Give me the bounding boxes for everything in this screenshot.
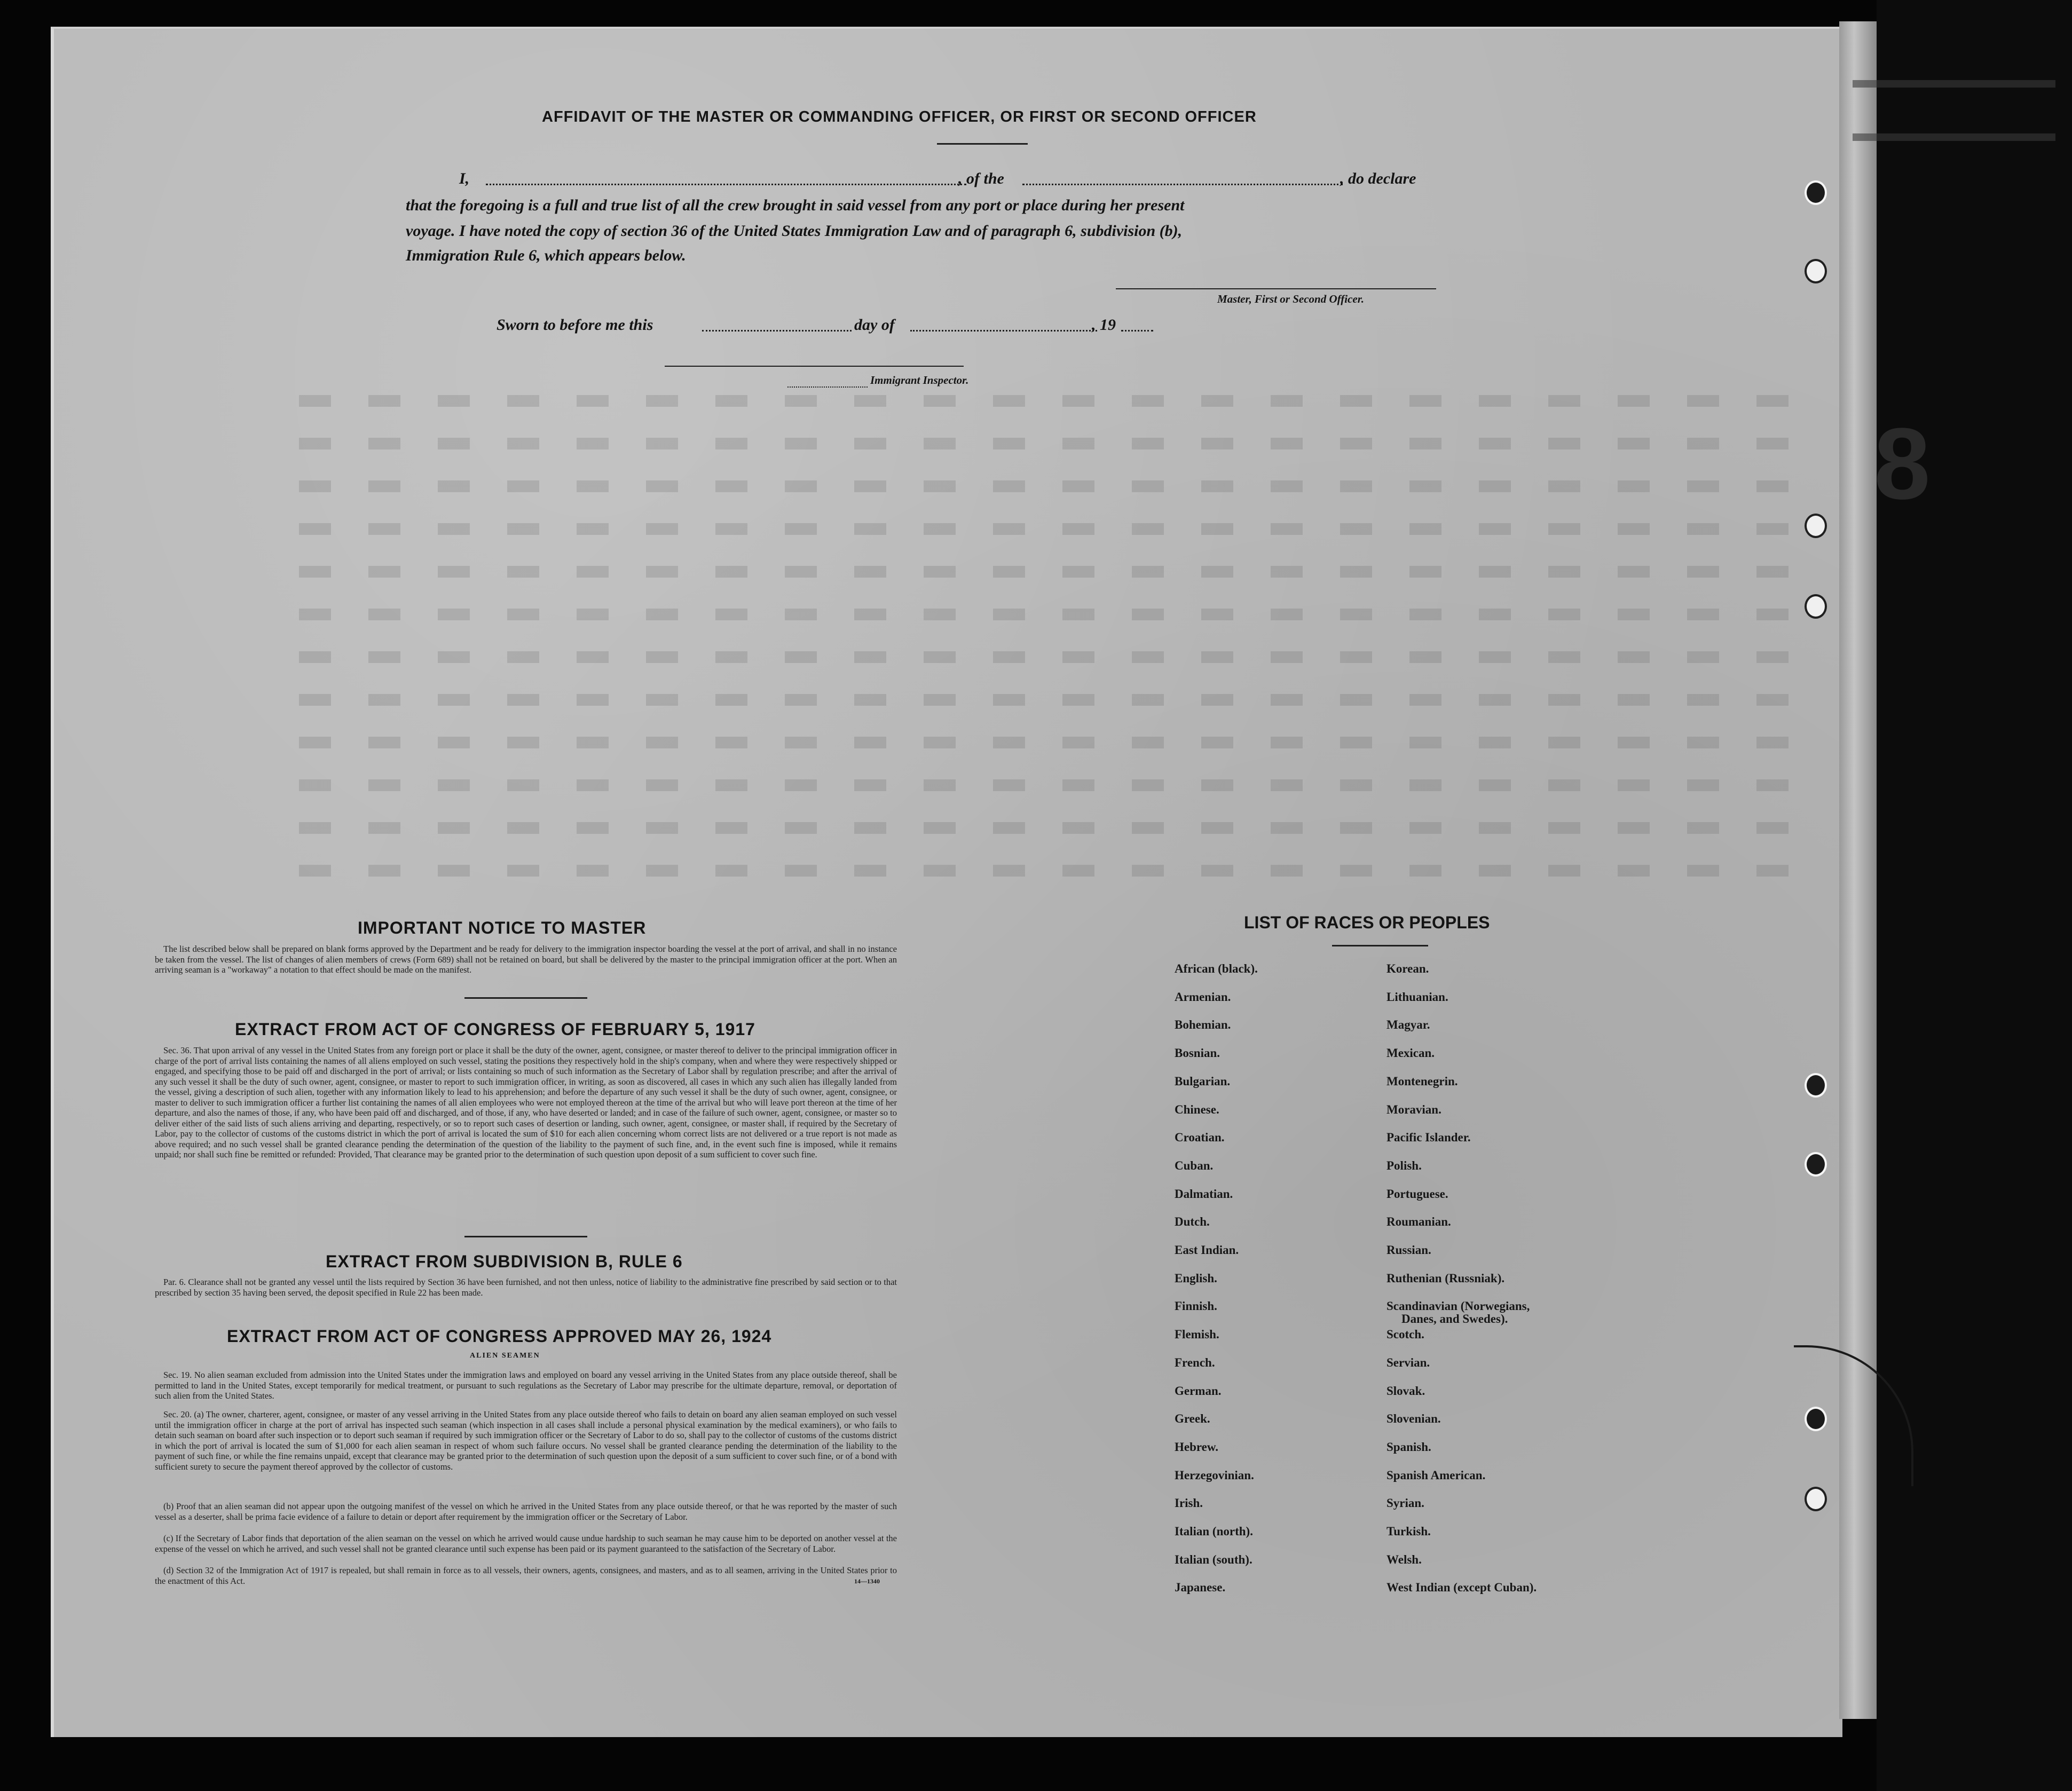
alien-seamen-subtitle: ALIEN SEAMEN xyxy=(470,1352,540,1360)
notice-title: IMPORTANT NOTICE TO MASTER xyxy=(358,918,647,937)
race-item: Armenian. xyxy=(1175,990,1231,1004)
race-item: Cuban. xyxy=(1175,1158,1214,1172)
race-item: Korean. xyxy=(1386,962,1429,975)
affidavit-declare: , do declare xyxy=(1340,170,1416,187)
race-item: Finnish. xyxy=(1175,1299,1217,1313)
title-rule xyxy=(937,143,1028,145)
vessel-blank xyxy=(1022,184,1343,185)
binder-hole xyxy=(1805,1073,1827,1098)
inspector-line xyxy=(665,366,964,367)
sec-20b-text: (b) Proof that an alien seaman did not appear upon the outgoing manifest of the vessel on which he arrived in the United States from any place outside thereof, or that he was reported by the master of such vessel as a deserter, shall be prima facie evidence of a failure to detain or deport after requirement by the immigration officer or the Secretary of Labor. xyxy=(155,1501,897,1522)
inspector-dots xyxy=(787,386,868,388)
show-through-text xyxy=(299,737,1794,748)
sworn-text: Sworn to before me this xyxy=(497,316,653,334)
race-item: Polish. xyxy=(1386,1158,1422,1172)
race-item: Dalmatian. xyxy=(1175,1187,1233,1201)
race-item: Russian. xyxy=(1386,1243,1431,1257)
race-item: Portuguese. xyxy=(1386,1187,1448,1201)
show-through-text xyxy=(299,480,1794,492)
extract-1917-text: Sec. 36. That upon arrival of any vessel in the United States from any foreign port or place it shall be the duty of the owner, agent, consignee, or master thereof to deliver to the principal immigration officer in charge of the port of arrival lists containing the names of all aliens employed on such vessel, stating the positions they respectively hold in the ship's company, when and where they were respectively shipped or engaged, and specifying those to be paid off and discharged in the port of arrival; or lists containing so much of such information as the Secretary of Labor shall by regulation prescribe; and after the arrival of any such vessel it shall be the duty of such owner, agent, consignee, or master to report to such immigration officer, in writing, as soon as discovered, all cases in which any such alien has illegally landed from the vessel, giving a description of such alien, together with any information likely to lead to his apprehension; and before the departure of any such vessel it shall be the duty of such owner, agent, consignee, or master to deliver to such immigration officer a further list containing the names of all alien employees who were not employed thereon at the time of the arrival but who will leave port thereon at the time of her departure, and also the names of those, if any, who have been paid off and discharged, and of those, if any, who have deserted or landed; and in case of the failure of such owner, agent, consignee, or master so to deliver either of the said lists of such aliens arriving and departing, respectively, or so to report such cases of desertion or landing, such owner, agent, consignee, or master shall, if required by the Secretary of Labor, pay to the collector of customs of the customs district in which the port of arrival is located the sum of $10 for each alien concerning whom correct lists are not delivered or a true report is not made as above required; and no such vessel shall be granted clearance pending the determination of the question of the liability to the payment of such fine, and, in the event such fine is imposed, while it remains unpaid; nor shall such fine be remitted or refunded: Provided, That clearance may be granted prior to the determination of such question upon deposit of a sum sufficient to cover such fine. xyxy=(155,1045,897,1159)
show-through-text xyxy=(299,865,1794,877)
binder-hole xyxy=(1805,594,1827,619)
race-item: Chinese. xyxy=(1175,1102,1219,1116)
show-through-text xyxy=(299,523,1794,535)
show-through-text xyxy=(299,822,1794,834)
show-through-text xyxy=(299,609,1794,620)
scan-edge xyxy=(1877,0,2072,1791)
race-item: Moravian. xyxy=(1386,1102,1441,1116)
sec-20c-text: (c) If the Secretary of Labor finds that deportation of the alien seaman on the vessel on which he arrived would cause undue hardship to such seaman he may cause him to be deported on another vessel at the expense of the vessel on which he arrived, and such vessel shall not be granted clearance until such expense has been paid or its payment guaranteed to the satisfaction of the Secretary of Labor. xyxy=(155,1533,897,1554)
show-through-text xyxy=(299,694,1794,706)
extract-1917-rule xyxy=(464,1236,587,1237)
race-item: Slovenian. xyxy=(1386,1412,1441,1426)
name-blank xyxy=(486,184,966,185)
sec-20-text: Sec. 20. (a) The owner, charterer, agent, consignee, or master of any vessel arriving in the United States from any place outside thereof who fails to detain on board any alien seaman employed on such vessel until the immigration officer in charge at the port of arrival has inspected such seaman (which inspection in all cases shall include a personal physical examination by the medical examiners), or who fails to detain such seaman on board after such inspection or to deport such seaman if required by such immigration officer or the Secretary of Labor to do so, shall pay to the collector of customs of the customs district in which the port of arrival is located the sum of $1,000 for each alien seaman in respect of whom such failure occurs. No vessel shall be granted clearance pending the determination of the liability to the payment of such fine, or while the fine remains unpaid, except that clearance may be granted prior to the determination of such question upon the deposit of a sum sufficient to cover such fine, or of a bond with sufficient surety to secure the payment thereof approved by the collector of customs. xyxy=(155,1409,897,1472)
inspector-caption: Immigrant Inspector. xyxy=(870,374,969,386)
race-item: Ruthenian (Russniak). xyxy=(1386,1271,1505,1285)
race-item: Italian (south). xyxy=(1175,1552,1252,1566)
race-item: Bosnian. xyxy=(1175,1046,1220,1060)
signature-caption: Master, First or Second Officer. xyxy=(1217,293,1364,305)
form-number: 14—1340 xyxy=(854,1577,880,1585)
race-item: Roumanian. xyxy=(1386,1215,1451,1229)
race-item: Greek. xyxy=(1175,1412,1210,1426)
race-item: Montenegrin. xyxy=(1386,1074,1458,1088)
year-text: , 19 xyxy=(1092,316,1116,334)
race-item: Japanese. xyxy=(1175,1581,1226,1595)
sec-20d-text: (d) Section 32 of the Immigration Act of 1917 is repealed, but shall remain in force as to all vessels, their owners, agents, consignees, and masters, and as to all seamen, arriving in the United States prior to the enactment of this Act. xyxy=(155,1565,897,1586)
race-item: Spanish. xyxy=(1386,1440,1431,1454)
race-item: Spanish American. xyxy=(1386,1468,1486,1482)
sec-19-text: Sec. 19. No alien seaman excluded from admission into the United States under the immigration laws and employed on board any vessel arriving in the United States from any place outside thereof, shall be permitted to land in the United States, except temporarily for medical treatment, or pursuant to such regulations as the Secretary of Labor may prescribe for the ultimate departure, removal, or deportation of such alien from the United States. xyxy=(155,1370,897,1401)
race-item: Italian (north). xyxy=(1175,1525,1253,1538)
signature-line xyxy=(1116,288,1436,289)
show-through-text xyxy=(299,566,1794,578)
binder-hole xyxy=(1805,259,1827,283)
rule6-text: Par. 6. Clearance shall not be granted any vessel until the lists required by Section 36 have been furnished, and not then unless, notice of liability to the administrative fine prescribed by said section or to that prescribed by section 35 having been served, the deposit specified in Rule 22 has been made. xyxy=(155,1277,897,1298)
race-item: Slovak. xyxy=(1386,1384,1425,1398)
rule6-title: EXTRACT FROM SUBDIVISION B, RULE 6 xyxy=(326,1252,683,1271)
race-item: Scandinavian (Norwegians, xyxy=(1386,1299,1530,1313)
pencil-mark: 8 xyxy=(1874,407,1931,520)
race-item: German. xyxy=(1175,1384,1222,1398)
affidavit-of-the: , of the xyxy=(958,170,1004,187)
day-of-text: day of xyxy=(854,316,895,334)
binder-hole xyxy=(1805,514,1827,538)
race-item: Servian. xyxy=(1386,1355,1430,1369)
year-blank xyxy=(1121,330,1153,332)
binder-hole xyxy=(1805,1487,1827,1511)
race-item: Scotch. xyxy=(1386,1328,1424,1342)
race-item: Irish. xyxy=(1175,1496,1203,1510)
race-item: Flemish. xyxy=(1175,1328,1219,1342)
affidavit-i: I, xyxy=(459,170,470,187)
document-sheet xyxy=(51,27,1842,1737)
race-item: French. xyxy=(1175,1355,1215,1369)
race-item: Croatian. xyxy=(1175,1131,1225,1145)
affidavit-line-4: Immigration Rule 6, which appears below. xyxy=(406,247,686,264)
race-item: Turkish. xyxy=(1386,1525,1431,1538)
race-item: Danes, and Swedes). xyxy=(1401,1312,1508,1326)
race-item: Mexican. xyxy=(1386,1046,1435,1060)
binder-hole xyxy=(1805,1152,1827,1177)
affidavit-line-3: voyage. I have noted the copy of section 36 of the United States Immigration Law and of paragraph 6, subdivision (b), xyxy=(406,222,1183,240)
races-title: LIST OF RACES OR PEOPLES xyxy=(1244,913,1490,932)
show-through-text xyxy=(299,395,1794,407)
race-item: East Indian. xyxy=(1175,1243,1239,1257)
notice-rule xyxy=(464,997,587,999)
date-blank xyxy=(702,330,852,332)
race-item: English. xyxy=(1175,1271,1217,1285)
extract-1924-title: EXTRACT FROM ACT OF CONGRESS APPROVED MAY 26, 1924 xyxy=(227,1327,772,1346)
show-through-text xyxy=(299,438,1794,449)
notice-text: The list described below shall be prepared on blank forms approved by the Department and be ready for delivery to the immigration inspector boarding the vessel at the port of arrival, and shall in no instance be taken from the vessel. The list of changes of alien members of crews (Form 689) shall not be retained on board, but shall be delivered by the master to the principal immigration officer at the port. When an arriving seaman is a "workaway" a notation to that effect should be made on the manifest. xyxy=(155,944,897,975)
races-rule xyxy=(1332,945,1428,946)
race-item: Pacific Islander. xyxy=(1386,1131,1471,1145)
bleed-line xyxy=(1853,80,2055,88)
bleed-line xyxy=(1853,133,2055,141)
race-item: Welsh. xyxy=(1386,1552,1422,1566)
race-item: Magyar. xyxy=(1386,1018,1430,1032)
race-item: Lithuanian. xyxy=(1386,990,1448,1004)
race-item: Herzegovinian. xyxy=(1175,1468,1254,1482)
race-item: West Indian (except Cuban). xyxy=(1386,1581,1537,1595)
affidavit-title: AFFIDAVIT OF THE MASTER OR COMMANDING OFFICER, OR FIRST OR SECOND OFFICER xyxy=(542,108,1257,125)
race-item: Bulgarian. xyxy=(1175,1074,1231,1088)
show-through-text xyxy=(299,651,1794,663)
affidavit-line-2: that the foregoing is a full and true list of all the crew brought in said vessel from any port or place during her present xyxy=(406,196,1185,214)
show-through-text xyxy=(299,779,1794,791)
race-item: Syrian. xyxy=(1386,1496,1424,1510)
binder-hole xyxy=(1805,180,1827,205)
race-item: Bohemian. xyxy=(1175,1018,1231,1032)
race-item: African (black). xyxy=(1175,962,1258,975)
month-blank xyxy=(910,330,1097,332)
extract-1917-title: EXTRACT FROM ACT OF CONGRESS OF FEBRUARY 5, 1917 xyxy=(235,1020,755,1039)
race-item: Dutch. xyxy=(1175,1215,1210,1229)
race-item: Hebrew. xyxy=(1175,1440,1218,1454)
